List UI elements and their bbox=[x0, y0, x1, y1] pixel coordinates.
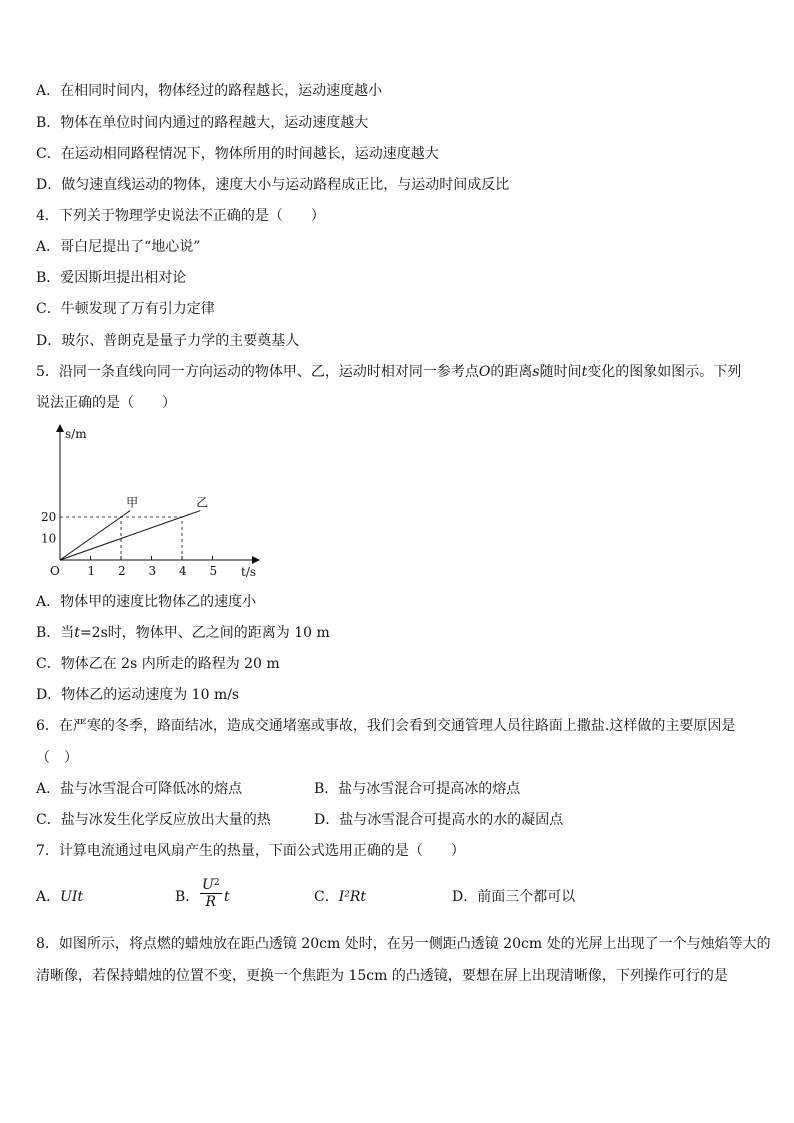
var-o: O bbox=[478, 364, 491, 380]
y-tick-label-10: 10 bbox=[41, 531, 57, 546]
q5-option-a: A．物体甲的速度比物体乙的速度小 bbox=[36, 594, 257, 610]
q4-option-d: D．玻尔、普朗克是量子力学的主要奠基人 bbox=[36, 333, 300, 349]
q5-option-d: D．物体乙的运动速度为 10 m/s bbox=[36, 687, 240, 703]
x-tick-label-3: 3 bbox=[148, 564, 157, 578]
x-tick-label-4: 4 bbox=[179, 564, 187, 578]
q6-stem-line2: （ ） bbox=[36, 750, 78, 766]
y-axis-label: s/m bbox=[65, 427, 87, 441]
q6-option-c: C．盐与冰发生化学反应放出大量的热 bbox=[36, 812, 271, 828]
q5-stem: 5．沿同一条直线向同一方向运动的物体甲、乙，运动时相对同一参考点O的距离s随时间t变化的图象如图示。下列 bbox=[36, 364, 742, 380]
q5-stem-line2: 说法正确的是（ ） bbox=[36, 395, 176, 411]
q7-option-c: C．I²Rt bbox=[314, 889, 367, 905]
origin-label: O bbox=[50, 564, 60, 578]
q6-option-b: B．盐与冰雪混合可提高冰的熔点 bbox=[314, 781, 521, 797]
var-s: s bbox=[532, 364, 540, 380]
q7-option-b-fraction: $\frac{U^2}{R}$ bbox=[202, 877, 220, 910]
x-tick-label-2: 2 bbox=[118, 564, 126, 578]
q4-option-b: B．爱因斯坦提出相对论 bbox=[36, 270, 187, 286]
q7-option-a: A．UIt bbox=[36, 889, 84, 905]
y-tick-label-20: 20 bbox=[41, 510, 57, 524]
q3-option-d: D．做匀速直线运动的物体，速度大小与运动路程成正比，与运动时间成反比 bbox=[36, 177, 510, 193]
q5-option-c: C．物体乙在 2s 内所走的路程为 20 m bbox=[36, 656, 280, 672]
q4-stem: 4．下列关于物理学史说法不正确的是（ ） bbox=[36, 208, 325, 224]
q4-option-a: A．哥白尼提出了“地心说” bbox=[36, 239, 201, 255]
q7-stem: 7．计算电流通过电风扇产生的热量，下面公式选用正确的是（ ） bbox=[36, 843, 465, 859]
q6-option-a: A．盐与冰雪混合可降低冰的熔点 bbox=[36, 781, 243, 797]
q8-line2: 清晰像，若保持蜡烛的位置不变，更换一个焦距为 15cm 的凸透镜，要想在屏上出现清晰像，下列操作可行的是 bbox=[36, 968, 728, 984]
var-t: t bbox=[581, 364, 588, 380]
series-label-2: 乙 bbox=[196, 495, 209, 510]
x-axis-label: t/s bbox=[241, 565, 257, 579]
q3-option-a: A．在相同时间内，物体经过的路程越长，运动速度越小 bbox=[36, 83, 383, 99]
series-label-1: 甲 bbox=[126, 495, 139, 510]
q4-option-c: C．牛顿发现了万有引力定律 bbox=[36, 301, 215, 317]
q8-line1: 8．如图所示，将点燃的蜡烛放在距凸透镜 20cm 处时，在另一侧距凸透镜 20cm 处的光屏上出现了一个与烛焰等大的 bbox=[36, 936, 771, 952]
q6-option-d: D．盐与冰雪混合可提高水的水的凝固点 bbox=[314, 812, 564, 828]
q7-option-b-tail: t bbox=[224, 889, 230, 905]
distance-time-graph bbox=[36, 420, 276, 585]
x-tick-label-5: 5 bbox=[209, 564, 218, 578]
q6-stem: 6．在严寒的冬季，路面结冰，造成交通堵塞或事故，我们会看到交通管理人员往路面上撒盐.这样做的主要原因是 bbox=[36, 718, 736, 734]
q3-option-b: B．物体在单位时间内通过的路程越大，运动速度越大 bbox=[36, 115, 369, 131]
q7-option-d: D．前面三个都可以 bbox=[452, 889, 576, 905]
q5-option-b: B．当t=2s时，物体甲、乙之间的距离为 10 m bbox=[36, 625, 330, 641]
x-tick-label-1: 1 bbox=[87, 564, 96, 578]
series-line-2 bbox=[60, 511, 200, 560]
q3-option-c: C．在运动相同路程情况下，物体所用的时间越长，运动速度越大 bbox=[36, 146, 439, 162]
q7-option-b-label: B． bbox=[175, 889, 200, 905]
series-line-1 bbox=[60, 511, 130, 560]
